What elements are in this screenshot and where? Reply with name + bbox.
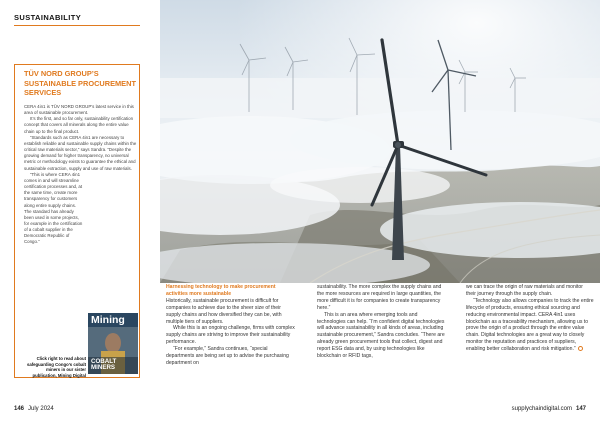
- cover-headline: COBALT MINERS: [91, 358, 117, 372]
- issue-date: July 2024: [28, 406, 54, 412]
- body-paragraph: [466, 298, 594, 353]
- body-paragraph: we can trace the origin of raw materials and monitor their journey through the supply chain.: [466, 284, 583, 297]
- footer-right: [512, 406, 586, 412]
- cover-caption: Click right to read about safeguarding Congo’s cobalt miners in our sister publication, Mining Digital: [26, 356, 86, 378]
- body-paragraph-text: “Technology also allows companies to track the entire lifecycle of products, ensuring ethical sourcing and reducing environmental impact. CERA 4in1 uses blockchain as a traceability mechanism, allowing us to prove the origin of a product through the entire value chain. Digital technologies are a great way to closely monitor the reputation and practices of suppliers, enabling better collaboration and risk mitigation.”: [466, 297, 594, 353]
- sidebar-title: TÜV NORD GROUP’S SUSTAINABLE PROCUREMENT SERVICES: [24, 69, 136, 97]
- body-column-2: [317, 284, 447, 360]
- body-paragraph: “For example,” Sandra continues, “special departments are being set up to advise the purchasing department on: [166, 346, 289, 366]
- end-of-article-icon: [578, 346, 583, 351]
- body-column-3: [466, 284, 594, 353]
- footer-left: [14, 406, 54, 412]
- body-paragraph: sustainability. The more complex the supply chains and the more resources are required in large quantities, the more difficult it is for companies to create transparency here.”: [317, 284, 442, 311]
- page-number-left: 146: [14, 406, 25, 412]
- page-number-right: 147: [575, 406, 586, 412]
- magazine-cover-link[interactable]: [88, 313, 138, 374]
- body-paragraph: This is an area where emerging tools and technologies can help. “I’m confident digital technologies will advance sustainability in all kinds of areas, including sustainable procurement,” Sandra concludes. “There are already green procurement tools that collect, digest and report ESG data and, by using technologies like blockchain or RFID tags,: [317, 311, 445, 360]
- sidebar-paragraph: It’s the first, and so far only, sustainability certification concept that covers all minerals along the entire value chain up to the final product.: [24, 116, 134, 134]
- sidebar-paragraph: “Standards such as CERA 4in1 are necessary to establish reliable and sustainable supply chains within the critical raw materials sector,” says Sandra. “Despite the growing demand for higher transparency, no universal metric or methodology exists to guarantee the ethical and sustainable extraction, supply and use of raw materials.: [24, 134, 137, 171]
- sidebar-paragraph: CERA 4in1 is TÜV NORD GROUP’s latest service in this area of sustainable procurement.: [24, 104, 134, 116]
- website-link[interactable]: supplychaindigital.com: [511, 406, 572, 412]
- body-paragraph: While this is an ongoing challenge, firms with complex supply chains are striving to improve their sustainability performance.: [166, 325, 295, 346]
- hero-photo-wind-turbines: [160, 0, 600, 283]
- subheading: Harnessing technology to make procurement activities more sustainable: [166, 284, 276, 297]
- section-label: SUSTAINABILITY: [14, 13, 82, 22]
- body-column-1: [166, 284, 296, 367]
- sidebar-body: [24, 104, 137, 246]
- section-divider: [14, 25, 140, 26]
- sidebar-paragraph: “This is where CERA 4in1 comes in and will streamline certification processes and, at the same time, create more transparency for customers along entire supply chains. The standard has already been used in some projects, for example in the certification of a cobalt supplier in the Democratic Republic of Congo.”: [24, 171, 83, 245]
- cover-masthead: Mining: [91, 314, 125, 326]
- body-paragraph: Historically, sustainable procurement is difficult for companies to achieve due to the sheer size of their supply chains and how diversified they can be, with multiple tiers of suppliers.: [166, 297, 282, 325]
